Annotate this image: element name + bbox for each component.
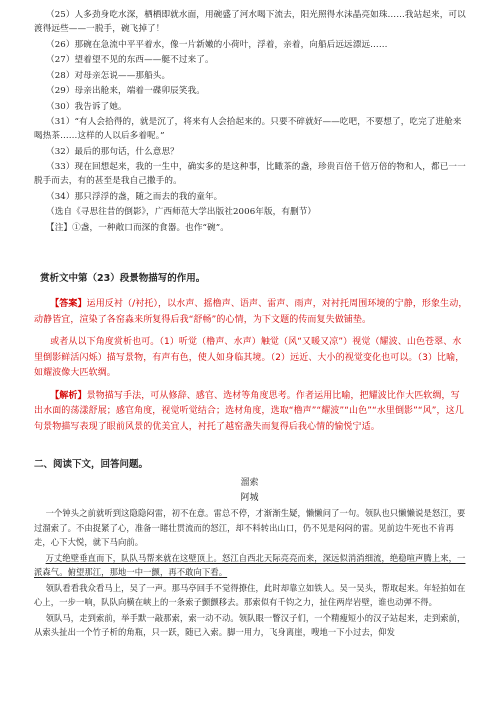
story-title: 溜索 [240, 478, 259, 488]
story-paragraph-3: 领队看看我众看马上，吴了一声。那马亭回手不觉得撩住，此时却靠立如铁人。吴一吴头，帮取起来。年轻拍如在心上，一步一响，队队向横在峡上的一条索子颤颤移去。那索似有千钧之力，扯住两岸岩壁，谁也动弹不得。 [34, 582, 466, 607]
passage-section [34, 8, 466, 236]
passage-paragraph-26: （26）那碗在急流中平平着水，像一片新嫩的小荷叶，浮着，亲着，向船后远远漂远…… [46, 39, 388, 50]
answer-tag: 【答案】 [50, 299, 87, 309]
answer-section [34, 297, 468, 442]
answer-block [34, 297, 468, 328]
passage-paragraph-31: （31）“有人会拾得的，就是沉了，将来有人会拾起来的。只要不碎就好——吃吧，不要想了，吃完了进舱来喝热茶……这样的人以后多着呢。” [34, 117, 462, 141]
analysis-block [34, 389, 468, 436]
passage-paragraph-28: （28）对母亲怎说——那船头。 [46, 70, 171, 81]
passage-paragraph-34: （34）那只浮浮的盏，随之而去的我的童年。 [46, 191, 223, 202]
story-author: 阿城 [240, 493, 259, 503]
analysis-tag: 【解析】 [50, 390, 87, 401]
passage-paragraph-32: （32）最后的那句话，什么意思？ [46, 146, 179, 157]
passage-paragraph-33: （33）现在回想起来，我的一生中，确实多的是这种事，比瞰茶的盏，珍贵百倍千倍万倍的物和人，都已一一脱手而去，有的甚至是我自己撒手的。 [34, 162, 466, 186]
section-heading: 二、阅读下文，回答问题。 [34, 459, 149, 470]
passage-paragraph-27: （27）望着望不见的东西——艇不过来了。 [46, 55, 214, 65]
alternative-answer-block [34, 335, 468, 382]
passage-paragraph-30: （30）我告诉了她。 [46, 101, 127, 112]
story-paragraph-1: 一个钟头之前就听到这隐隐闷雷，初不在意。雷总不停，才渐渐生疑，懒懒问了一句。领队也只懒懒说是怒江，要过溜索了。不由捉紧了心，准备一睹壮贯流而的怒江，却不料转出山口，仍不见是闷闷的雷。见前边牛死也不肯再走，心下大悦，就下马向前。 [34, 508, 466, 547]
question-text: 赏析文中第（23）段景物描写的作用。 [40, 273, 206, 284]
passage-paragraph-25: （25）人多劲身吃水深，栖栖即就水面，用碗盛了河水喝下流去，阳光照得水沫晶亮如珠……我站起来，可以渡得远些——一脱手，碗飞掉了！ [34, 10, 466, 34]
passage-source: （选自《寻思往昔的倒影》，广西师范大学出版社2006年版，有删节） [46, 207, 317, 217]
passage-paragraph-29: （29）母亲出舱来，端着一碟卯辰笑我。 [46, 86, 205, 96]
analysis-text: 景物描写手法，可从修辞、感官、选材等角度思考。作者运用比喻，把耀波比作大匹软绸，写出水面的荡漾舒展；感官角度，视觉听觉结合；选材角度，选取“橹声”“耀波”“山色”“水里倒影”“风”，这几句景物描写表现了眼前风景的优美宜人，衬托了越窑盏失而复得后我心情的愉悦宁适。 [34, 390, 464, 432]
passage-note: 【注】①盏，一种敞口而深的食器。也作“碗”。 [46, 222, 229, 233]
alternative-answer-text: 或者从以下角度赏析也可。（1）听觉（橹声、水声）触觉（风“又暖又凉”）视觉（耀波、山色苍翠、水里倒影鲜活闪烁）描写景物，有声有色，使人如身临其境。（2）远近、大小的视觉变化也可以。（3）比喻，如耀波像大匹软绸。 [34, 337, 465, 378]
story-paragraph-2: 万丈绝壁垂直而下，队队马帮来就在这壁顶上。怒江自西北天际亮亮而来，深远似消消细流，绝稳喧声腾上来，一派森气。俯望那江，那地一中一颤，再不敢向下看。 [34, 552, 466, 577]
story-section [34, 506, 468, 641]
answer-text: 运用反衬（/衬托），以水声、摇橹声、语声、雷声、雨声，对衬托周围环境的宁静，形象生动，动静皆宜，渲染了各窑淼来所复得后我“舒畅”的心情，为下文题的传而复失做铺垫。 [34, 299, 468, 325]
story-paragraph-4: 领队马，走到索前，举手默一敲那索，索一动不动。领队眼一瞥汉子们，一个精瘦短小的汉子站起来，走到索前，从索头扯出一个竹子析的角瓶，只一跃，随已入索。脚一用力，飞身离崖，嗖地一下小过去，仰发 [34, 612, 466, 637]
